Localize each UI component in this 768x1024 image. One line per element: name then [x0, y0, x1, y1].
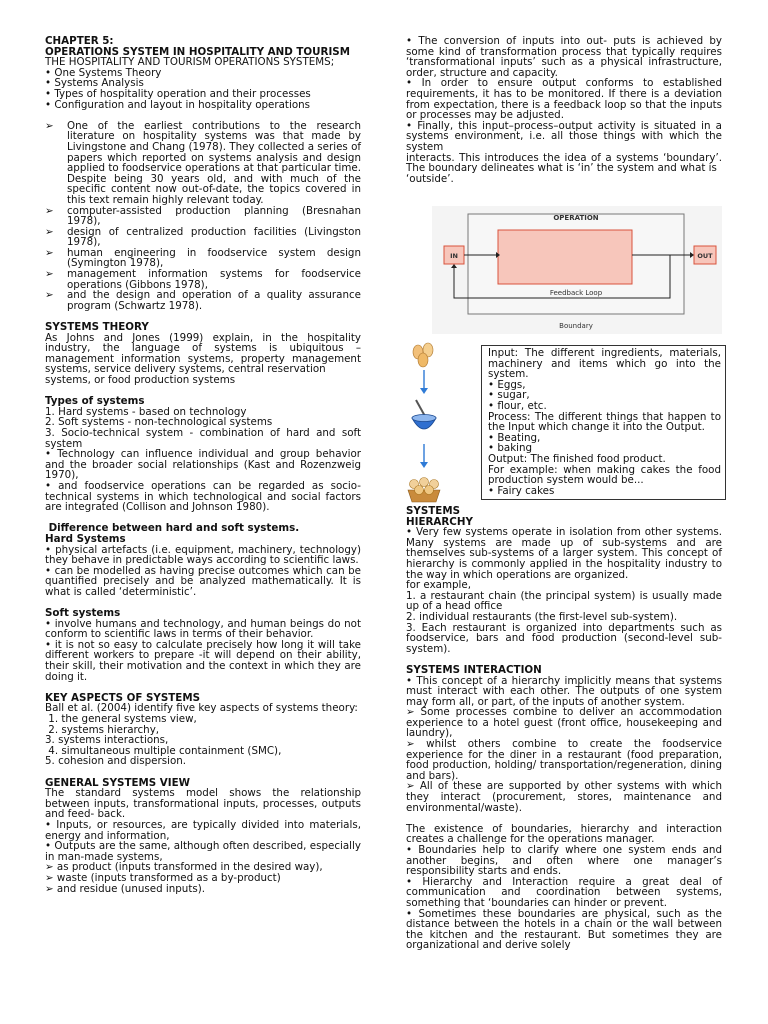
sub-heading: Hard Systems: [45, 532, 126, 545]
input-label: IN: [450, 252, 458, 260]
list-item: 4. simultaneous multiple containment (SMC),: [45, 744, 282, 757]
list-item: • Configuration and layout in hospitality operations: [45, 98, 311, 111]
food-process-icons: [404, 338, 444, 508]
output-label: OUT: [697, 252, 713, 260]
paragraph: • Very few systems operate in isolation from other systems. Many systems are made up of sub-systems and are themselves sub-systems of a larger system. This concept of hierarchy is commonly applied in the hospitality industry to the way in which operations are organized.: [406, 526, 722, 581]
paragraph: • physical artefacts (i.e. equipment, machinery, technology) they behave in predictable ways according to scientific laws.: [45, 543, 361, 567]
paragraph: ➢ Some processes combine to deliver an accommodation experience to a hotel guest (front office, housekeeping and laundry),: [406, 706, 722, 740]
section-heading: SYSTEMS: [406, 505, 461, 517]
right-column-top: [406, 36, 722, 184]
box-line: • sugar,: [488, 389, 530, 402]
system-diagram-svg: [432, 206, 722, 334]
food-process-svg: [404, 338, 444, 508]
box-line: Process: The different things that happen to the Input which change it into the Output.: [488, 410, 721, 434]
paragraph: • involve humans and technology, and human beings do not conform to scientific laws in terms of their behavior.: [45, 617, 361, 641]
list-item: 2. systems hierarchy,: [45, 723, 160, 736]
list-item: 3. Each restaurant is organized into departments such as foodservice, bars and food production (second-level sub-system).: [406, 621, 722, 655]
down-arrow-icon: [420, 444, 428, 468]
box-line: • baking: [488, 442, 533, 455]
contribution-item: ➢ human engineering in foodservice system design (Symington 1978),: [45, 246, 361, 270]
list-item: • Types of hospitality operation and their processes: [45, 87, 311, 100]
arrow-bullet-icon: ➢: [45, 289, 54, 302]
section-heading: GENERAL SYSTEMS VIEW: [45, 776, 190, 789]
boundary-label: Boundary: [559, 322, 593, 330]
chapter-label: CHAPTER 5:: [45, 35, 114, 47]
section-heading: SYSTEMS THEORY: [45, 321, 149, 334]
paragraph: The existence of boundaries, hierarchy and interaction creates a challenge for the operations manager.: [406, 822, 722, 846]
paragraph: • and foodservice operations can be regarded as socio-technical systems in which technological and social factors are integrated (Collison and Johnson 1980).: [45, 479, 361, 514]
paragraph: • Inputs, or resources, are typically divided into materials, energy and information,: [45, 818, 361, 842]
list-item: 1. a restaurant chain (the principal system) is usually made up of a head office: [406, 589, 722, 613]
paragraph: ➢ All of these are supported by other systems with which they interact (procurement, stores, maintenance and environmental/waste).: [406, 780, 722, 814]
section-heading: Types of systems: [45, 395, 145, 408]
list-item: ➢ and residue (unused inputs).: [45, 882, 206, 895]
paragraph: ➢ whilst others combine to create the foodservice experience for the diner in a restaurant (food preparation, food production, holding/ transportation/regeneration, dining and bars).: [406, 738, 722, 782]
paragraph: • This concept of a hierarchy implicitly means that systems must interact with each other. The outputs of one system may form all, or part, of the inputs of another system.: [406, 674, 722, 708]
list-item: 3. systems interactions,: [45, 734, 169, 747]
paragraph: interacts. This introduces the idea of a systems ‘boundary’. The boundary delineates what is ‘in’ the system and what is: [406, 151, 722, 175]
arrow-bullet-icon: ➢: [45, 268, 54, 281]
paragraph: • Outputs are the same, although often described, especially in man-made systems,: [45, 840, 361, 863]
list-item: 3. Socio-technical system - combination of hard and soft system: [45, 426, 361, 450]
arrow-bullet-icon: ➢: [45, 119, 54, 132]
paragraph: for example,: [406, 579, 472, 592]
mixing-bowl-icon: [412, 400, 436, 432]
paragraph: • Technology can influence individual and group behavior and the broader social relationships (Kast and Rozenzweig 1970),: [45, 448, 361, 482]
down-arrow-icon: [420, 370, 428, 394]
paragraph: • Sometimes these boundaries are physical, such as the distance between the hotels in a chain or the wall between the kitchen and the restaurant. But sometimes they are organizational and derive solely: [406, 907, 722, 952]
section-heading: HIERARCHY: [406, 515, 473, 528]
eggs-icon: [413, 343, 433, 367]
box-line: • Fairy cakes: [488, 484, 555, 497]
list-item: ➢ waste (inputs transformed as a by-product): [45, 871, 281, 884]
paragraph: • Boundaries help to clarify where one system ends and another begins, and often where one manager’s responsibility starts and ends.: [406, 844, 722, 878]
box-line: Input: The different ingredients, materials, machinery and items which go into the system.: [488, 347, 721, 381]
arrow-bullet-icon: ➢: [45, 246, 54, 259]
paragraph: The standard systems model shows the relationship between inputs, transformational inputs, processes, outputs and feed- back.: [45, 787, 361, 821]
left-column: [45, 36, 361, 894]
contribution-item: ➢ and the design and operation of a quality assurance program (Schwartz 1978).: [45, 289, 361, 312]
list-item: 2. Soft systems - non-technological systems: [45, 416, 273, 429]
paragraph: • The conversion of inputs into out- puts is achieved by some kind of transformation process that typically requires ‘transformational inputs’ such as a physical infrastructure, order, structure and capacity.: [406, 35, 722, 79]
paragraph: Ball et al. (2004) identify five key aspects of systems theory:: [45, 702, 358, 715]
right-column-bottom: [406, 506, 722, 951]
paragraph: • In order to ensure output conforms to established requirements, it has to be monitored. If there is a deviation from expectation, there is a feedback loop so that the inputs or processes may be adjusted.: [406, 77, 722, 122]
contribution-item: ➢ One of the earliest contributions to the research literature on hospitality systems was that made by Livingstone and Chang (1978). They collected a series of papers which reported on systems analysis and design applied to foodservice operations at that particular time. Despite being 30 years old, and with much of the specific content now out-of-date, the topics covered in this text remain highly relevant today.: [45, 119, 361, 206]
operation-system-diagram: [432, 206, 722, 334]
paragraph: • Hierarchy and Interaction require a great deal of communication and coordination between systems, something that ‘boundaries can hinder or prevent.: [406, 875, 722, 909]
arrow-bullet-icon: ➢: [45, 204, 54, 217]
list-item: 2. individual restaurants (the first-level sub-system).: [406, 610, 678, 623]
arrow-bullet-icon: ➢: [45, 225, 54, 238]
list-item: • Systems Analysis: [45, 77, 144, 90]
box-line: For example: when making cakes the food production system would be...: [488, 463, 721, 487]
paragraph: ‘outside’.: [406, 172, 454, 185]
list-item: 1. the general systems view,: [45, 713, 197, 725]
contribution-item: ➢ computer-assisted production planning (Bresnahan 1978),: [45, 204, 361, 228]
list-item: ➢ as product (inputs transformed in the desired way),: [45, 861, 323, 874]
section-heading: SYSTEMS INTERACTION: [406, 663, 542, 676]
contribution-item: ➢ design of centralized production facilities (Livingston 1978),: [45, 225, 361, 249]
box-line: • flour, etc.: [488, 399, 547, 412]
paragraph: systems, or food production systems: [45, 374, 236, 386]
sub-heading: Soft systems: [45, 607, 121, 620]
cake-example-box: [481, 345, 726, 500]
feedback-loop-label: Feedback Loop: [549, 289, 603, 297]
operation-label: OPERATION: [553, 214, 599, 222]
out-arrow-head: [690, 252, 694, 258]
chapter-subtitle: THE HOSPITALITY AND TOURISM OPERATIONS SYSTEMS;: [45, 56, 335, 69]
paragraph: As Johns and Jones (1999) explain, in the hospitality industry, the language of systems is ubiquitous – management information systems, property management systems, service delivery systems, central reservation: [45, 331, 361, 376]
section-heading: Difference between hard and soft systems.: [45, 522, 300, 535]
box-line: • Beating,: [488, 431, 541, 444]
contribution-item: ➢ management information systems for foodservice operations (Gibbons 1978),: [45, 268, 361, 291]
list-item: 5. cohesion and dispersion.: [45, 755, 187, 768]
feedback-arrow-head: [451, 264, 457, 268]
fairy-cakes-icon: [408, 478, 440, 503]
list-item: 1. Hard systems - based on technology: [45, 405, 247, 418]
chapter-title: OPERATIONS SYSTEM IN HOSPITALITY AND TOURISM: [45, 45, 350, 58]
paragraph: • can be modelled as having precise outcomes which can be quantified precisely and be analyzed mathematically. It is what is called ‘deterministic’.: [45, 564, 361, 598]
topic-list: [45, 68, 361, 110]
process-box: [498, 230, 632, 284]
box-line: • Eggs,: [488, 378, 526, 391]
section-heading: KEY ASPECTS OF SYSTEMS: [45, 691, 200, 704]
paragraph: • Finally, this input–process–output activity is situated in a systems environment, i.e. all those things with which the system: [406, 119, 722, 153]
list-item: • One Systems Theory: [45, 66, 162, 79]
paragraph: • it is not so easy to calculate precisely how long it will take different workers to prepare -it will depend on their ability, their skill, their motivation and the context in which they are doing it.: [45, 638, 361, 683]
box-line: Output: The finished food product.: [488, 452, 666, 465]
